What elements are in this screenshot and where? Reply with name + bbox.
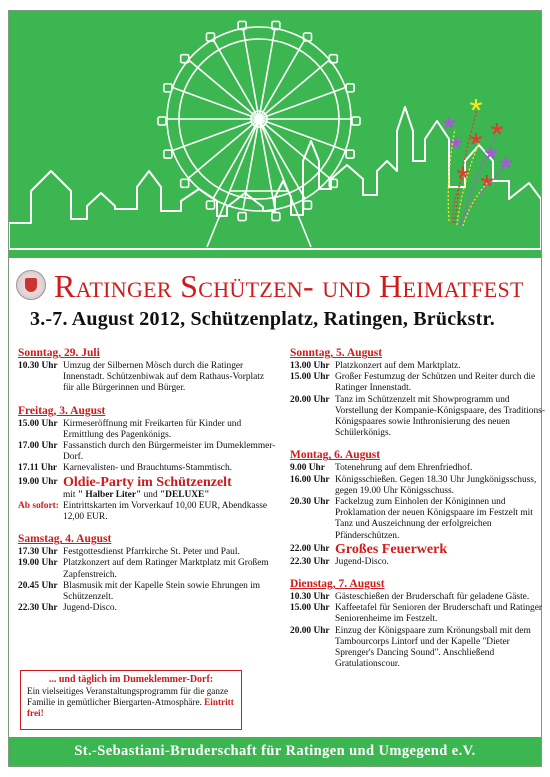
entry-time: 20.00 Uhr [290, 394, 330, 405]
day-block-saturday [18, 532, 276, 614]
entry-text: Kaffeetafel für Senioren der Bruderschaft und Ratinger Seniorenheime im Festzelt. [335, 603, 543, 625]
schedule-right-column [290, 346, 548, 679]
entry-time: 19.00 Uhr [18, 476, 58, 487]
entry-text: Platzkonzert auf dem Marktplatz. [335, 361, 461, 371]
entry-time: 19.00 Uhr [18, 558, 58, 569]
entry-time: 10.30 Uhr [290, 592, 330, 603]
schedule-entry [18, 441, 276, 463]
entry-time: 22.30 Uhr [290, 556, 330, 567]
day-block-sunday-2 [290, 346, 548, 439]
entry-text: Karnevalisten- und Brauchtums-Stammtisch. [63, 463, 232, 474]
band-name: "DELUXE" [159, 489, 210, 500]
firework-title: Großes Feuerwerk [335, 541, 448, 557]
schedule-entry [290, 497, 548, 542]
notice-title: ... und täglich im Dumeklemmer-Dorf: [48, 674, 214, 685]
band-name: " Halber Liter" [77, 489, 142, 500]
brotherhood-crest-icon [16, 270, 46, 300]
schedule-entry [290, 361, 548, 372]
bands-prefix: mit [63, 489, 78, 500]
schedule-entry [18, 547, 276, 558]
entry-text: Königsschießen. Gegen 18.30 Uhr Jungkönigsschuss, gegen 19.00 Uhr Königsschuss. [335, 474, 537, 496]
day-block-friday [18, 404, 276, 524]
day-block-sunday-1 [18, 346, 276, 395]
entry-text: Fackelzug zum Einholen der Königinnen und Proklamation der neuen Königspaare im Festzelt mit Tanz und Auszeichnung der erfolgreichen Pfänderschützen. [335, 497, 533, 541]
entry-text: Fassanstich durch den Bürgermeister im Dumeklemmer-Dorf. [63, 441, 276, 463]
schedule-entry [290, 463, 548, 474]
entry-text: Blasmusik mit der Kapelle Stein sowie Ehrungen im Schützenzelt. [63, 580, 261, 603]
day-block-monday [290, 448, 548, 568]
schedule-entry [290, 626, 548, 671]
entry-text: Totenehrung auf dem Ehrenfriedhof. [335, 463, 473, 474]
entry-text: Umzug der Silbernen Mösch durch die Ratinger Innenstadt. Schützenbiwak auf dem Rathaus-Vorplatz für alle Bürgerinnen und Bürger. [63, 361, 265, 394]
schedule-entry [290, 603, 548, 625]
dumeklemmer-dorf-notice [20, 670, 242, 730]
party-title: Oldie-Party im Schützenzelt [63, 474, 232, 490]
ferris-wheel-skyline-illustration [9, 11, 541, 258]
schedule-entry [290, 557, 548, 568]
entry-time: 20.30 Uhr [290, 497, 330, 508]
entry-text: Gästeschießen der Bruderschaft für geladene Gäste. [335, 592, 530, 603]
footer-organizer: St.-Sebastiani-Bruderschaft für Ratingen und Umgegend e.V. [9, 737, 541, 766]
event-dates-location: 3.-7. August 2012, Schützenplatz, Ratingen, Brückstr. [30, 308, 495, 330]
entry-text: Großer Festumzug der Schützen und Reiter durch die Ratinger Innenstadt. [335, 372, 536, 394]
entry-time: 20.45 Uhr [18, 580, 58, 591]
day-title: Sonntag, 29. Juli [18, 347, 100, 359]
firework-entry [290, 542, 548, 557]
schedule-entry [18, 558, 276, 580]
entry-text: Festgottesdienst Pfarrkirche St. Peter und Paul. [63, 547, 240, 558]
schedule-entry [18, 463, 276, 474]
day-title: Samstag, 4. August [18, 533, 112, 546]
hero-illustration [9, 11, 541, 258]
schedule-entry [290, 372, 548, 394]
schedule-entry [18, 419, 276, 441]
entry-time: 15.00 Uhr [18, 418, 58, 429]
entry-text: Platzkonzert auf dem Ratinger Marktplatz mit Großem Zapfenstreich. [63, 558, 269, 580]
schedule-entry [290, 395, 548, 440]
entry-time: 20.00 Uhr [290, 625, 330, 636]
schedule-entry [18, 361, 276, 395]
day-title: Sonntag, 5. August [290, 347, 383, 359]
day-title: Freitag, 3. August [18, 404, 106, 417]
day-block-tuesday [290, 577, 548, 670]
entry-time: 15.00 Uhr [290, 372, 330, 383]
entry-text: Jugend-Disco. [63, 603, 117, 614]
day-title: Montag, 6. August [290, 449, 381, 462]
entry-time: 17.30 Uhr [18, 547, 58, 558]
tickets-label: Ab sofort: [18, 500, 59, 511]
notice-body [27, 686, 235, 719]
event-title: Ratinger Schützen- und Heimatfest [54, 268, 524, 304]
entry-text: Einzug der Königspaare zum Krönungsball mit dem Tambourcorps Lintorf und der Kapelle "Dieter Sprenger's Dancing Sound". Anschließend Gratulationscour. [335, 625, 531, 670]
title-row [10, 262, 540, 302]
entry-text: Jugend-Disco. [335, 556, 389, 567]
entry-text: Kirmeseröffnung mit Freikarten für Kinder und Ermittlung des Pagenkönigs. [63, 418, 242, 440]
oldie-party-entry [18, 475, 276, 490]
entry-time: 22.00 Uhr [290, 543, 330, 554]
entry-time: 17.00 Uhr [18, 441, 58, 452]
party-bands [18, 490, 276, 501]
notice-text: Ein vielseitiges Veranstaltungsprogramm für die ganze Familie in gemütlicher Biergarten-Atmosphäre. [27, 686, 229, 707]
free-entry-label: Eintritt frei! [27, 697, 234, 718]
schedule-left-column [18, 346, 276, 623]
schedule-entry [18, 581, 276, 603]
schedule-entry [290, 475, 548, 497]
tickets-entry [18, 501, 276, 523]
tickets-text: Eintrittskarten im Vorverkauf 10,00 EUR, Abendkasse 12,00 EUR. [63, 500, 268, 523]
schedule-entry [18, 603, 276, 614]
entry-time: 9.00 Uhr [290, 463, 325, 474]
entry-time: 13.00 Uhr [290, 361, 330, 371]
schedule-entry [290, 592, 548, 603]
entry-time: 17.11 Uhr [18, 463, 58, 474]
entry-time: 16.00 Uhr [290, 474, 330, 485]
bands-joiner: und [141, 489, 160, 500]
entry-time: 15.00 Uhr [290, 603, 330, 614]
entry-text: Tanz im Schützenzelt mit Showprogramm und Vorstellung der Kompanie-Königspaare, des Traditions-Königspaares sowie Inthronisierung des neuen Schülerkönigs. [335, 394, 545, 439]
day-title: Dienstag, 7. August [290, 578, 385, 591]
entry-time: 10.30 Uhr [18, 361, 58, 371]
entry-time: 22.30 Uhr [18, 603, 58, 614]
